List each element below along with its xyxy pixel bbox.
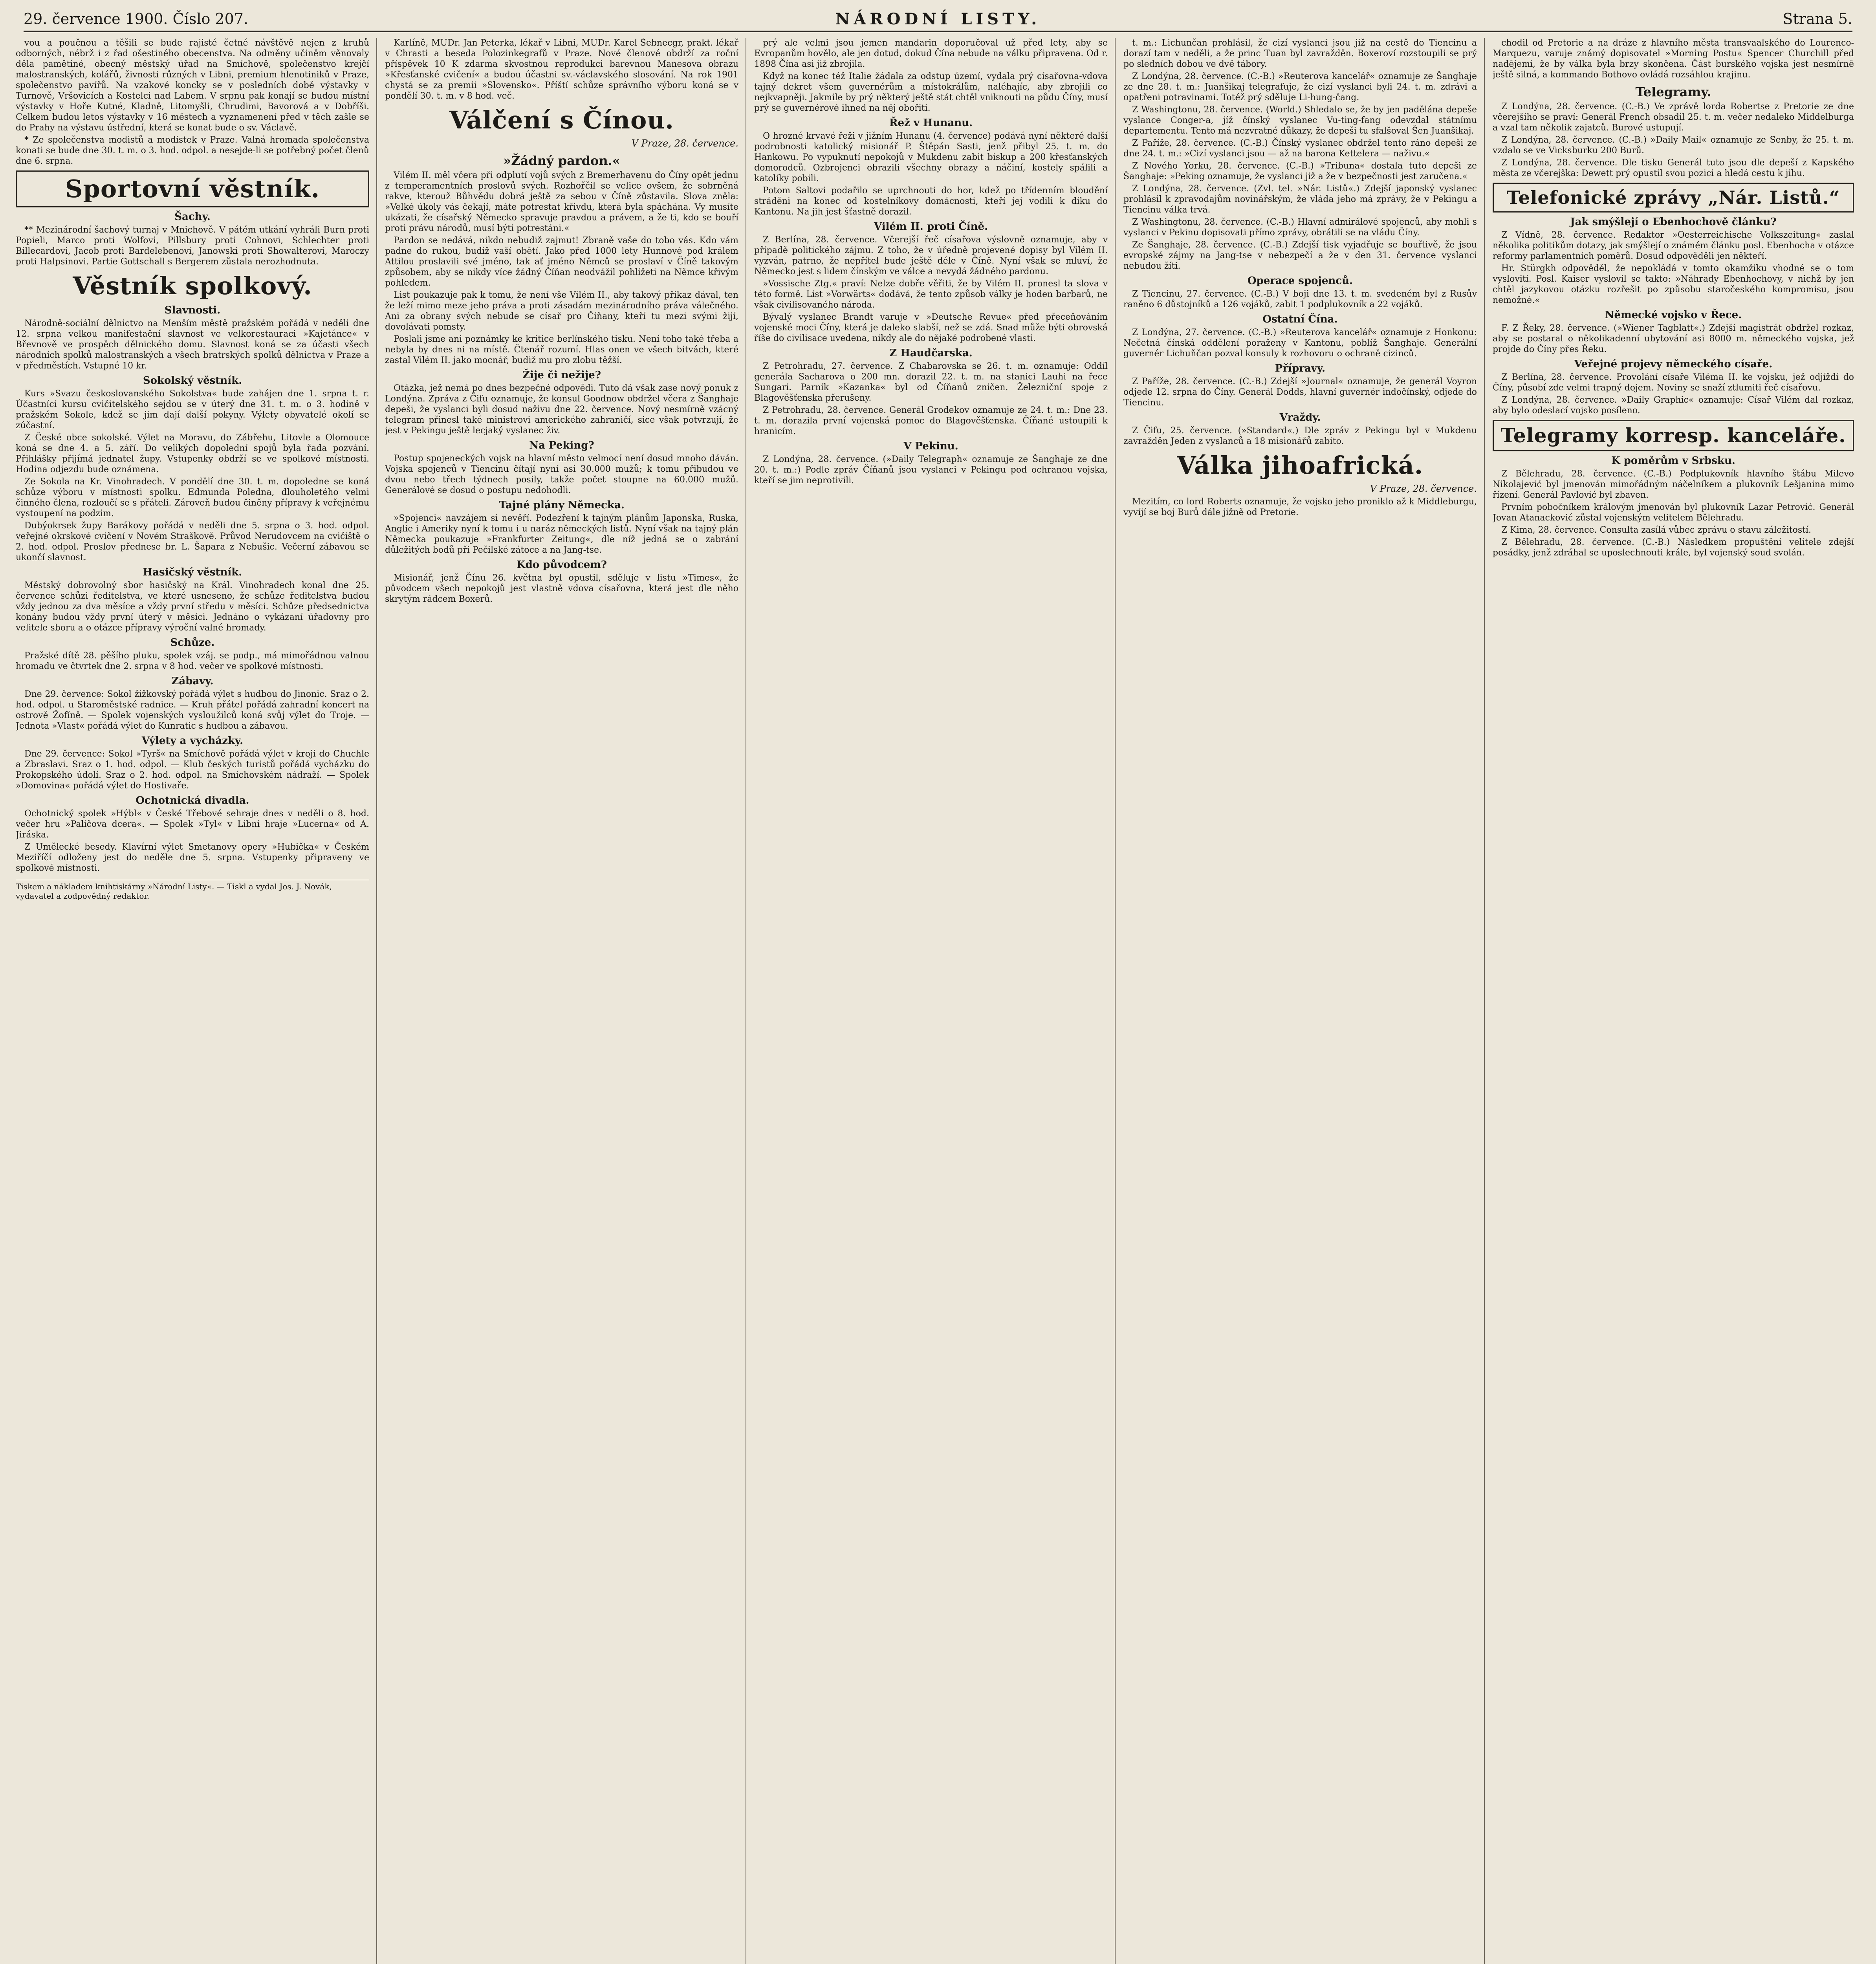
paragraph: Z Berlína, 28. července. Provolání císaře Viléma II. ke vojsku, jež odjíždí do Číny, působí zde velmi trapný dojem. Noviny se snaží ztlumiti řeč císařovu. <box>1493 372 1854 393</box>
paragraph: * Ze společenstva modistů a modistek v Praze. Valná hromada společenstva konati se bude dne 30. t. m. o 3. hod. odpol. a nesejde-li se potřebný počet členů dne 6. srpna. <box>16 135 369 166</box>
paragraph: Z Londýna, 28. července. Dle tisku Generál tuto jsou dle depeší z Kapského města ze včerejška: Dewett prý opustil svou pozici a hledá cestu k jihu. <box>1493 158 1854 178</box>
paragraph: Pardon se nedává, nikdo nebudiž zajmut! Zbraně vaše do tobo vás. Kdo vám padne do rukou, budiž vaší obětí. Jako před 1000 lety Hunnové pod králem Attilou proslavili své jméno, tak ať jméno Němců se proslaví v Číně takovým způsobem, aby se nikdy více žádný Číňan neodvážil pohlížeti na Němce křivým pohledem. <box>385 236 738 288</box>
paragraph: Když na konec též Italie žádala za odstup území, vydala prý císařovna-vdova tajný dekret všem guvernérům a místokrálům, naléhajíc, aby zbrojili co nejkvapněji. Jakmile by prý některý ještě stát chtěl vniknouti na půdu Číny, musí prý se guvernérové ihned na něj obořiti. <box>754 71 1108 113</box>
paragraph: List poukazuje pak k tomu, že není vše Vilém II., aby takový přikaz dával, ten že leží mimo meze jeho práva a proti zásadám mezinárodního práva válečného. Ani za obrany svých nebude se císař pro Číňany, kteří tu mezi svými žijí, dovolávati pomsty. <box>385 290 738 332</box>
column-2 <box>385 38 738 1964</box>
paragraph: vou a poučnou a těšili se bude rajisté četné návštěvě nejen z kruhů odborných, nébrž i z řad ošestiného obecenstva. Na odměny učiněm věnovaly děla pamětiné, obecný městský úřad na Smíchově, společenstvo krejčí malostranských, kolářů, živnosti různých v Libni, premium hlenotiniků v Praze, společenstvo pavířů. Na vzakové koncky se v posledních době výstavky v Turnově, Vršovicích a Kostelci nad Labem. V srpnu pak konají se budou místní výstavky v Hoře Kutné, Kladně, Litomyšli, Chrudimi, Bavorová a v Dobříši. Celkem budou letos výstavky v 16 městech a vyznamenení před v těch zašle se do Prahy na výstavu ústřední, která se konat bude o sv. Václavě. <box>16 38 369 133</box>
paragraph: Z Londýna, 28. července. (Zvl. tel. »Nár. Listů«.) Zdejší japonský vyslanec prohlásil k zpravodajům novinářským, že vláda jeho má zprávy, že v Pekingu a Tiencinu válka trvá. <box>1123 184 1477 215</box>
paragraph: Ochotnický spolek »Hýbl« v České Třebové sehraje dnes v neděli o 8. hod. večer hru »Paličova dcera«. — Spolek »Tyl« v Libni hraje »Lucerna« od A. Jiráska. <box>16 809 369 840</box>
paragraph: Potom Saltovi podařilo se uprchnouti do hor, kdež po třídenním bloudění stráděni na konec od kostelníkovy domácnosti, kteří jej vodili k díku do Kantonu. Na jih jest šťastně dorazil. <box>754 186 1108 217</box>
paragraph: Vilém II. měl včera při odplutí vojů svých z Bremerhavenu do Číny opět jednu z temperamentních proslovů svých. Rozhořčil se velice ovšem, že sobrněná rakve, kterouž Bůhvědu dobrá ještě za sebou v Číně zůstavila. Slova zněla: »Velké úkoly vás čekají, máte potrestat křivdu, která byla spáchána. Vy musíte ukázati, že císařský Německo spravuje pravdou a právem, a že ti, kdo se bouří proti právu národů, musí býti potrestáni.« <box>385 170 738 233</box>
paragraph: Z Tiencinu, 27. července. (C.-B.) V boji dne 13. t. m. svedeném byl z Rusův raněno 6 důstojníků a 126 vojáků, zabit 1 podplukovník a 22 vojáků. <box>1123 289 1477 310</box>
subheading: Zábavy. <box>171 675 214 687</box>
paragraph: Otázka, jež nemá po dnes bezpečné odpovědi. Tuto dá však zase nový ponuk z Londýna. Zpráva z Čifu oznamuje, že konsul Goodnow obdržel včera z Šanghaje depeši, že vyslanci byli dosud naživu dne 22. července. Nový nesmírně vzácný telegram přinesl také ministrovi amerického zahraničí, sice však potvrzují, že jest v Pekingu ještě lecjaký vyslanec živ. <box>385 383 738 436</box>
paragraph: »Vossische Ztg.« praví: Nelze dobře věřiti, že by Vilém II. pronesl ta slova v této formě. List »Vorwärts« dodává, že tento způsob války je hoden barbarů, ne však civilisovaného národa. <box>754 279 1108 310</box>
paragraph: Bývalý vyslanec Brandt varuje v »Deutsche Revue« před přeceňováním vojenské moci Číny, která je daleko slabší, než se zdá. Snad může býti obrovská říše do civilisace uvedena, nikdy ale do nějaké podrobené vlasti. <box>754 312 1108 343</box>
section-heading-telefonicke: Telefonické zprávy „Nár. Listů.“ <box>1493 183 1854 213</box>
paragraph: Hr. Stürgkh odpověděl, že nepokládá v tomto okamžiku vhodné se o tom vysloviti. Posl. Kaiser vyslovil se takto: »Náhrady Ebenhochovy, v nichž by jen chtěl jazykovou otázku rozřešit po způsobu staročeského kompromisu, jsou nemožné.« <box>1493 264 1854 305</box>
paragraph: Z Londýna, 28. července. (C.-B.) »Reuterova kancelář« oznamuje ze Šanghaje ze dne 28. t. m.: Juanšikaj telegrafuje, že cizí vyslanci byli 24. t. m. zdrávi a opatřeni potravinami. Totéž prý sděluje Li-hung-čang. <box>1123 71 1477 103</box>
subheading: Výlety a vycházky. <box>141 735 244 747</box>
newspaper-title: NÁRODNÍ LISTY. <box>835 9 1041 28</box>
paragraph: »Spojenci« navzájem si nevěří. Podezření k tajným plánům Japonska, Ruska, Anglie i Ameriky nyní k tomu i u naráz německých listů. Nyní však na tajný plán Německa poukazuje »Frankfurter Zeitung«, dle níž jedná se o zabrání důležitých bodů při Pečilské zátoce a na Jang-tse. <box>385 513 738 555</box>
subheading: Telegramy. <box>1635 84 1711 99</box>
subheading: Ostatní Čína. <box>1262 313 1338 325</box>
section-heading-valka-jihoafricka: Válka jihoafrická. <box>1177 451 1423 480</box>
paragraph: Z Petrohradu, 27. července. Z Chabarovska se 26. t. m. oznamuje: Oddíl generála Sacharova o 200 mn. dorazil 22. t. m. na stanici Lauhi na řece Sungari. Parník »Kazanka« byl od Číňanů zničen. Železniční spoje z Blagověšťenska přerušeny. <box>754 361 1108 403</box>
column-divider <box>1115 38 1116 1964</box>
column-divider <box>1484 38 1485 1964</box>
paragraph: Národně-sociální dělnictvo na Menším městě pražském pořádá v neděli dne 12. srpna velkou manifestační slavnost ve velkorestauraci »Kajetánce« v Břevnově ve prospěch dělnického domu. Slavnost koná se za účasti všech národních spolků malostranských a všech bratrských spolků dělnictva v Praze a v předměstích. Vstupné 10 kr. <box>16 319 369 371</box>
subheading: Jak smýšlejí o Ebenhochově článku? <box>1570 216 1777 228</box>
subheading: Tajné plány Německa. <box>499 499 625 511</box>
paragraph: Z Nového Yorku, 28. července. (C.-B.) »Tribuna« dostala tuto depeši ze Šanghaje: »Peking oznamuje, že vyslanci již a že v bezpečnosti jest zaručena.« <box>1123 161 1477 181</box>
paragraph: ** Mezinárodní šachový turnaj v Mnichově. V pátém utkání vyhráli Burn proti Popieli, Marco proti Wolfovi, Pillsbury proti Cohnovi, Schlechter proti Billecardovi, Jacob proti Bardelebenovi, Janowski proti Showalterovi, Maroczy proti Halpsinovi. Partie Gottschall s Bergerem zůstala nerozhodnuta. <box>16 225 369 267</box>
paragraph: Z Paříže, 28. července. (C.-B.) Zdejší »Journal« oznamuje, že generál Voyron odjede 12. srpna do Číny. Generál Dodds, hlavní guvernér indočínský, odjede do Tiencinu. <box>1123 377 1477 408</box>
paragraph: Z Washingtonu, 28. července. (C.-B.) Hlavní admirálové spojenců, aby mohli s vyslanci v Pekinu dopisovati přímo zprávy, obrátili se na vládu Číny. <box>1123 217 1477 238</box>
paragraph: Pražské dítě 28. pěšího pluku, spolek vzáj. se podp., má mimořádnou valnou hromadu ve čtvrtek dne 2. srpna v 8 hod. večer ve spolkové místnosti. <box>16 651 369 671</box>
paragraph: Misionář, jenž Čínu 26. května byl opustil, sděluje v listu »Times«, že původcem všech nepokojů jest vlastně vdova císařovna, která jest dle něho skrytým rádcem Boxerů. <box>385 573 738 604</box>
paragraph: Z Berlína, 28. července. Včerejší řeč císařova výslovně oznamuje, aby v případě politického zájmu. Z toho, že v úředně projevené dopisy byl Vilém II. vyzván, patrno, že nepřítel bude ještě déle v Číně. Nyní však se mluví, že Německo jest s lidem čínským ve válce a nevydá žádného pardonu. <box>754 235 1108 277</box>
subheading: Ochotnická divadla. <box>136 795 249 806</box>
paragraph: Ze Šanghaje, 28. července. (C.-B.) Zdejší tisk vyjadřuje se bouřlivě, že jsou evropské zájmy na Jang-tse v nebezpečí a že v den 31. července vyslanci nebudou žíti. <box>1123 240 1477 271</box>
section-heading-sport: Sportovní věstník. <box>16 170 369 207</box>
column-divider <box>376 38 377 1964</box>
paragraph: Dne 29. července: Sokol »Tyrš« na Smíchově pořádá výlet v kroji do Chuchle a Zbraslavi. Sraz o 1. hod. odpol. — Klub českých turistů pořádá vycházku do Prokopského údolí. Sraz o 2. hod. odpol. na Smíchovském nádraží. — Spolek »Domovina« pořádá výlet do Hostivaře. <box>16 749 369 791</box>
dateline: V Praze, 28. července. <box>1370 483 1477 494</box>
paragraph: Z Čifu, 25. července. (»Standard«.) Dle zpráv z Pekingu byl v Mukdenu zavražděn Jeden z vyslanců a 18 misionářů zabito. <box>1123 426 1477 446</box>
paragraph: Karlíně, MUDr. Jan Peterka, lékař v Libni, MUDr. Karel Šebnecgr, prakt. lékař v Chrasti a beseda Polozinkegrafů v Praze. Nové členové obdrží za roční příspěvek 10 K zdarma skvostnou reprodukci barevnou Manesova obrazu »Křesťanské cvičení« a budou účastni sv.-václavského slosování. Na rok 1901 chystá se za premii »Slovensko«. Příští schůze správního výboru koná se v pondělí 30. t. m. v 8 hod. več. <box>385 38 738 101</box>
paragraph: Kurs »Svazu českoslovanského Sokolstva« bude zahájen dne 1. srpna t. r. Účastníci kursu cvičitelského sejdou se v úterý dne 31. t. m. o 3. hodině v pražském Sokole, kdež se jim dají další pokyny. Výlety obyvatelé okolí se zúčastní. <box>16 389 369 431</box>
dateline: V Praze, 28. července. <box>631 138 738 149</box>
page-number: Strana 5. <box>1783 10 1852 27</box>
subheading: Na Peking? <box>529 440 594 451</box>
subheading: Řež v Hunanu. <box>889 117 973 129</box>
subheading: Schůze. <box>170 637 215 649</box>
paragraph: Dubýokrsek župy Barákovy pořádá v neděli dne 5. srpna o 3. hod. odpol. veřejné okrskové cvičení v Novém Straškově. Průvod Nerudovcem na cvičiště o 2. hod. odpol. Proslov přednese br. L. Šapara z Nebušic. Večerní zábavou se ukončí slavnost. <box>16 521 369 562</box>
paragraph: prý ale velmi jsou jemen mandarin doporučoval už před lety, aby se Evropanům hovělo, ale jen dotud, dokud Čína nebude na válku připravena. Od r. 1898 Čína asi již zbrojila. <box>754 38 1108 69</box>
paragraph: Z Kima, 28. července. Consulta zasílá vůbec zprávu o stavu záležitostí. <box>1501 525 1811 535</box>
subheading: Vilém II. proti Číně. <box>874 221 988 233</box>
subheading: Z Haudčarska. <box>889 347 973 359</box>
column-1 <box>16 38 369 1964</box>
subheading: Vraždy. <box>1279 412 1321 423</box>
subheading: Žije či nežije? <box>522 369 601 381</box>
subheading: Sokolský věstník. <box>143 375 242 387</box>
paragraph: Z Vídně, 28. července. Redaktor »Oesterreichische Volkszeitung« zaslal několika politikům dotazy, jak smýšlejí o známém článku posl. Ebenhocha v otázce reformy parlamentních poměrů. Dosud odpověděli jen někteří. <box>1493 230 1854 261</box>
paragraph: Z Paříže, 28. července. (C.-B.) Čínský vyslanec obdržel tento ráno depeši ze dne 24. t. m.: »Cizí vyslanci jsou — až na barona Kettelera — naživu.« <box>1123 138 1477 159</box>
paragraph: Z Bělehradu, 28. července. (C.-B.) Podplukovník hlavního štábu Milevo Nikolajević byl jmenován mimořádným náčelníkem a plukovník Lešjanina mimo řízení. Generál Pavlović byl zbaven. <box>1493 469 1854 500</box>
column-5 <box>1493 38 1854 1964</box>
paragraph: Poslali jsme ani poznámky ke kritice berlínského tisku. Není toho také třeba a nebyla by dnes ni na místě. Čtenář rozumí. Hlas onen ve všech bitvách, které zastal Vilém II. jako mocnář, budiž mu pro zlobu těžší. <box>385 334 738 365</box>
paragraph: O hrozné krvavé řeži v jižním Hunanu (4. července) podává nyní některé další podrobnosti katolický misionář P. Štěpán Sasti, jenž přibyl 25. t. m. do Hankowu. Po vypuknutí nepokojů v Mukdenu zabit biskup a 200 křesťanských domorodců. Ozbrojenci obrazili všechny obrazy a náčiní, kostely spálili a katolíky pobili. <box>754 131 1108 183</box>
paragraph: Z České obce sokolské. Výlet na Moravu, do Zábřehu, Litovle a Olomouce koná se dne 4. a 5. září. Do velikých dopolední spojů byla řada pozvání. Přihlášky přijímá jednatel župy. Vstupenky obdrží se ve spolkové místnosti. Hodina odjezdu bude oznámena. <box>16 433 369 475</box>
paragraph: Z Washingtonu, 28. července. (World.) Shledalo se, že by jen padělána depeše vyslance Conger-a, jíž čínský vyslanec Vu-ting-fang odevzdal státnímu departementu. Tento má nezvratné důkazy, že depeši tu sfalšoval Šen Juanšikaj. <box>1123 105 1477 136</box>
subheading: Hasičský věstník. <box>143 566 242 578</box>
paragraph: Z Petrohradu, 28. července. Generál Grodekov oznamuje ze 24. t. m.: Dne 23. t. m. dorazila první vojenská pomoc do Blagověšťenska. Číňané ustoupili k hranicím. <box>754 405 1108 436</box>
paragraph: Z Umělecké besedy. Klavírní výlet Smetanovy opery »Hubička« v Českém Meziříčí odloženy jest do neděle dne 5. srpna. Vstupenky připraveny ve spolkové místnosti. <box>16 842 369 873</box>
paragraph: Ze Sokola na Kr. Vinohradech. V pondělí dne 30. t. m. dopoledne se koná schůze výboru v místnosti spolku. Edmunda Poledna, dlouholetého velmi činného člena, rozloučí se s přáteli. Zároveň budou činěny přípravy k veřejnému vystoupení na podzim. <box>16 477 369 518</box>
paragraph: Z Londýna, 28. července. »Daily Graphic« oznamuje: Císař Vilém dal rozkaz, aby bylo odeslací vojsko posíleno. <box>1493 395 1854 416</box>
paragraph: Mezitím, co lord Roberts oznamuje, že vojsko jeho proniklo až k Middleburgu, vyvíjí se boj Burů dále jižně od Pretorie. <box>1123 497 1477 517</box>
masthead <box>24 7 1852 32</box>
column-4 <box>1123 38 1477 1964</box>
subheading: Kdo původcem? <box>516 559 607 571</box>
paragraph: Z Londýna, 28. července. (C.-B.) »Daily Mail« oznamuje ze Senby, že 25. t. m. vzdalo se ve Vicksburku 200 Burů. <box>1493 135 1854 156</box>
subheading: Přípravy. <box>1275 363 1326 374</box>
column-3 <box>754 38 1108 1964</box>
subheading: Veřejné projevy německého císaře. <box>1574 358 1773 370</box>
paragraph: F. Z Řeky, 28. července. (»Wiener Tagblatt«.) Zdejší magistrát obdržel rozkaz, aby se postaral o několikadenní ubytování asi 8000 m. německého vojska, jež projde do Číny přes Řeku. <box>1493 323 1854 354</box>
paragraph: Z Bělehradu, 28. července. (C.-B.) Následkem propuštění velitele zdejší posádky, jenž zdráhal se uposlechnouti krále, byl vojenský soud svolán. <box>1493 537 1854 558</box>
imprint: Tiskem a nákladem knihtiskárny »Národní Listy«. — Tiskl a vydal Jos. J. Novák, vydavatel a zodpovědný redaktor. <box>16 880 369 901</box>
section-heading-valka: Válčení s Čínou. <box>449 106 674 134</box>
paragraph: Městský dobrovolný sbor hasičský na Král. Vinohradech konal dne 25. července schůzi ředitelstva, ve které usneseno, že schůze ředitelstva budou vždy jednou za dva měsíce a vždy první středu v měsíci. Schůze předsednictva konány budou vždy první úterý v měsíci. Jednáno o vykázaní úřadovny pro velitele sboru a o otázce přípravy výroční valné hromady. <box>16 581 369 633</box>
columns <box>16 38 1860 1964</box>
paragraph: Z Londýna, 28. července. (C.-B.) Ve zprávě lorda Robertse z Pretorie ze dne včerejšího se praví: Generál French obsadil 25. t. m. večer nedaleko Middelburga a vzal tam několik zajatců. Burové ustupují. <box>1493 102 1854 133</box>
subheading: »Žádný pardon.« <box>503 153 620 168</box>
section-heading-vestnik: Věstník spolkový. <box>73 271 312 300</box>
subheading: K poměrům v Srbsku. <box>1611 455 1735 467</box>
issue-date: 29. července 1900. Číslo 207. <box>24 10 249 27</box>
subheading: Operace spojenců. <box>1247 275 1353 287</box>
paragraph: chodil od Pretorie a na dráze z hlavního města transvaalského do Lourenco-Marquezu, varuje známý dopisovatel »Morning Postu« Spencer Churchill před nadějemi, že by válka byla brzy skončena. Část burského vojska jest nesmírně ještě silná, a kommando Bothovo ovládá rozsáhlou krajinu. <box>1493 38 1854 80</box>
subheading: Německé vojsko v Řece. <box>1605 309 1742 321</box>
subheading: Šachy. <box>174 211 211 223</box>
paragraph: Z Londýna, 27. července. (C.-B.) »Reuterova kancelář« oznamuje z Honkonu: Nečetná čínská oddělení poraženy v Kantonu, poblíž Šanghaje. Generální guvernér Lichuňčan pozval konsuly k rozhovoru o ochraně cizinců. <box>1123 328 1477 359</box>
paragraph: Dne 29. července: Sokol žižkovský pořádá výlet s hudbou do Jinonic. Sraz o 2. hod. odpol. u Staroměstské radnice. — Kruh přátel pořádá zahradní koncert na ostrově Žofíně. — Spolek vojenských vysloužilců koná svůj výlet do Troje. — Jednota »Vlast« pořádá výlet do Kunratic s hudbou a zábavou. <box>16 689 369 731</box>
paragraph: Z Londýna, 28. července. (»Daily Telegraph« oznamuje ze Šanghaje ze dne 20. t. m.:) Podle zpráv Číňanů jsou vyslanci v Pekingu pod ochranou vojska, kteří se jim neprotivili. <box>754 454 1108 486</box>
subheading: V Pekinu. <box>903 440 958 452</box>
subheading: Slavnosti. <box>164 304 221 316</box>
paragraph: Postup spojeneckých vojsk na hlavní město velmocí není dosud mnoho dáván. Vojska spojenců v Tiencinu čítají nyní asi 30.000 mužů; k tomu přibudou ve dvou nebo třech týdnech posily, takže počet stoupne na 60.000 mužů. Generálové se dosud o postupu nedohodli. <box>385 454 738 495</box>
paragraph: Prvním pobočníkem královým jmenován byl plukovník Lazar Petrović. Generál Jovan Atanacković zůstal vojenským velitelem Bělehradu. <box>1493 502 1854 523</box>
section-heading-korresp: Telegramy korresp. kanceláře. <box>1493 420 1854 451</box>
paragraph: t. m.: Lichunčan prohlásil, že cizí vyslanci jsou již na cestě do Tiencinu a dorazí tam v neděli, a že princ Tuan byl zavražděn. Boxeroví rozstoupili se prý po sledních dobou ve dvě tábory. <box>1123 38 1477 69</box>
